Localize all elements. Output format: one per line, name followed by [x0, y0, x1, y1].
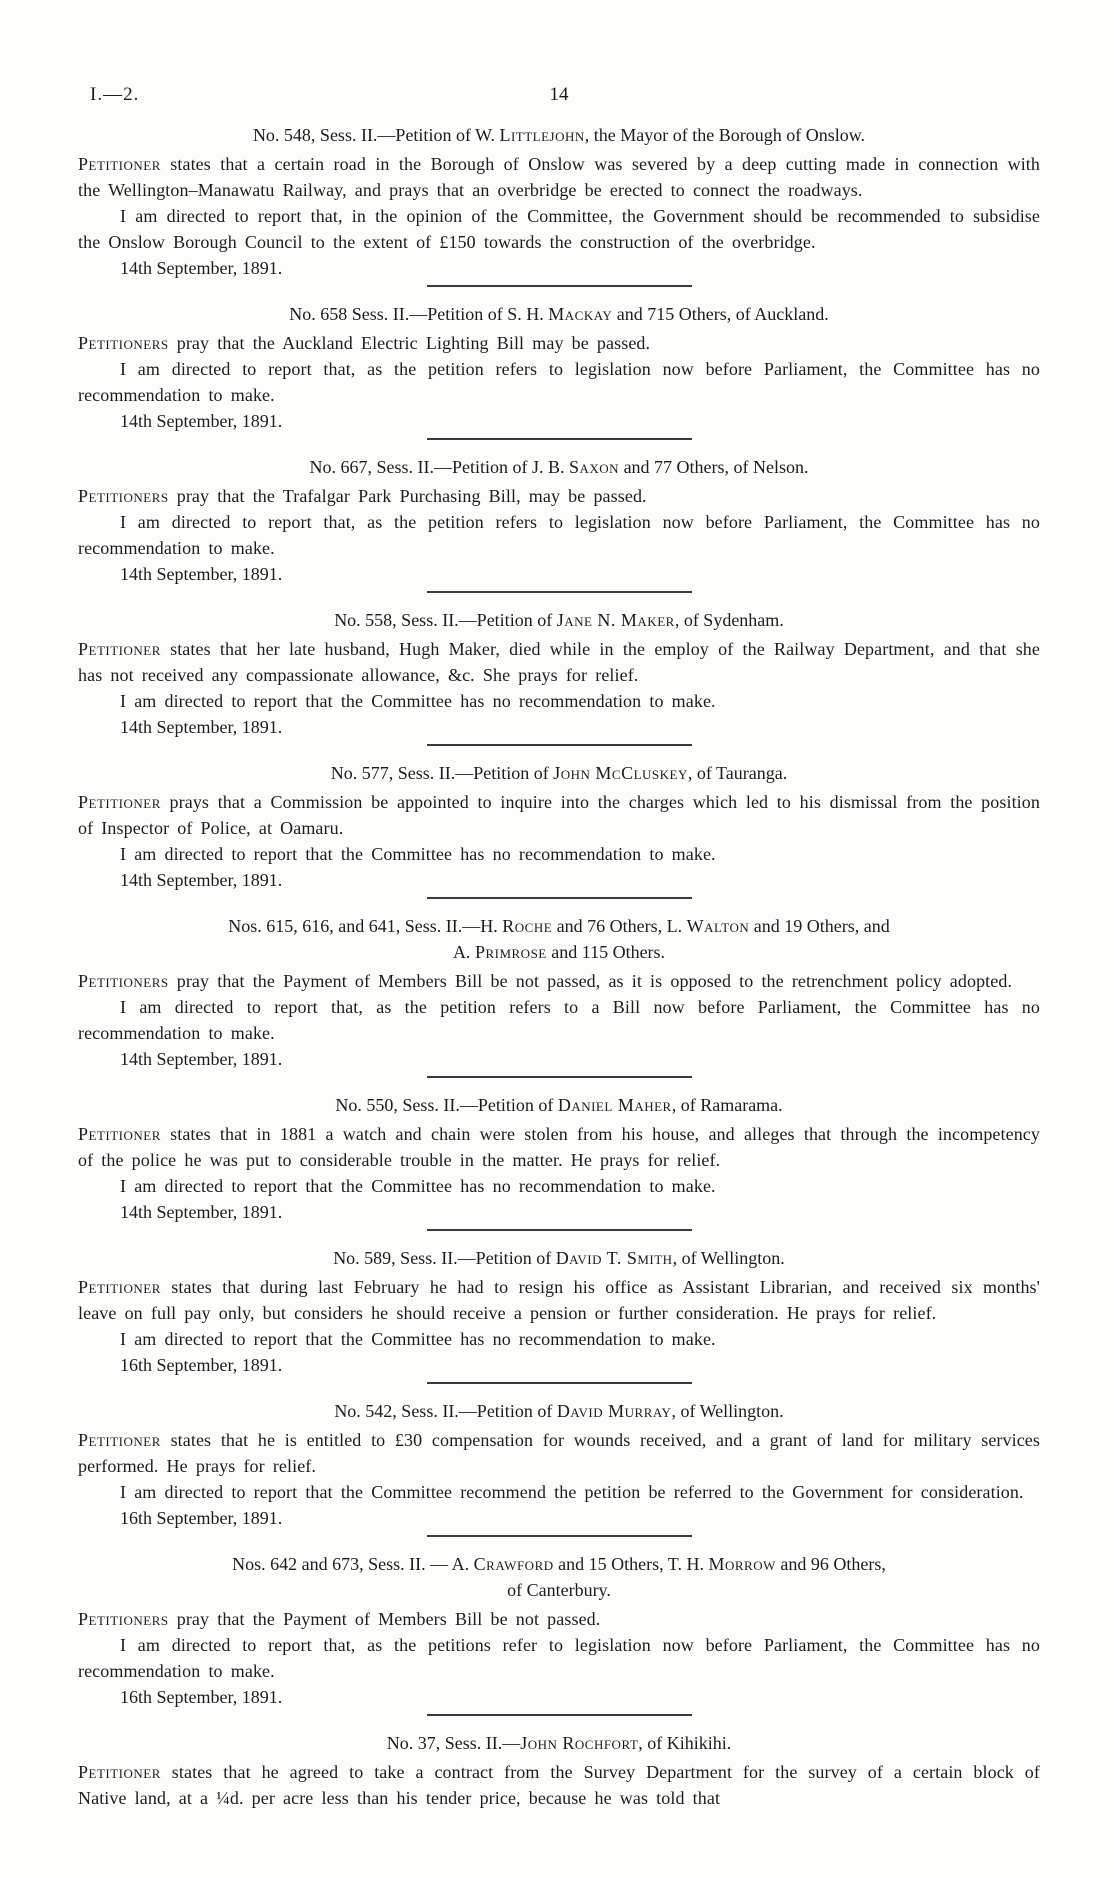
petitioner-lead: Petitioners: [78, 1609, 169, 1629]
petition-section: [78, 301, 1040, 440]
heading-text: , of Kihikihi.: [638, 1733, 732, 1753]
petition-section: [78, 1730, 1040, 1811]
report-date: 14th September, 1891.: [120, 717, 283, 737]
committee-reply: I am directed to report that, as the petition refers to a Bill now before Parliament, the Committee has no recommendation to make.: [78, 997, 1040, 1043]
petition-text: pray that the Payment of Members Bill be not passed, as it is opposed to the retrenchment policy adopted.: [176, 971, 1013, 991]
heading-text: , of Tauranga.: [687, 763, 788, 783]
section-divider: [427, 744, 692, 746]
petition-text: states that a certain road in the Borough of Onslow was severed by a deep cutting made in connection with the Wellington–Manawatu Railway, and prays that an overbridge be erected to connect the roadways.: [78, 154, 1040, 200]
heading-text: No. 37, Sess. II.—: [386, 1733, 521, 1753]
petition-statement: [78, 330, 1040, 356]
heading-text: Nos. 615, 616, and 641, Sess. II.—H.: [228, 916, 503, 936]
section-divider: [427, 897, 692, 899]
report-date: 14th September, 1891.: [120, 258, 283, 278]
heading-text: No. 577, Sess. II.—Petition of: [330, 763, 554, 783]
petitioner-name: David T. Smith: [555, 1248, 673, 1268]
section-divider: [427, 1229, 692, 1231]
petitioner-name: Daniel Maher: [557, 1095, 672, 1115]
heading-text: Nos. 642 and 673, Sess. II. — A.: [232, 1554, 474, 1574]
petitioner-name: Saxon: [568, 457, 620, 477]
petition-heading: [78, 301, 1040, 327]
heading-text: and 715 Others, of Auckland.: [612, 304, 829, 324]
petitioner-name: David Murray: [556, 1401, 672, 1421]
heading-text: and 76 Others, L.: [552, 916, 687, 936]
petition-text: pray that the Auckland Electric Lighting Bill may be passed.: [176, 333, 651, 353]
petitioner-lead: Petitioner: [78, 1762, 161, 1782]
heading-text: , the Mayor of the Borough of Onslow.: [584, 125, 866, 145]
committee-reply: I am directed to report that the Committee has no recommendation to make.: [120, 1329, 716, 1349]
heading-text: No. 548, Sess. II.—Petition of W.: [252, 125, 500, 145]
section-divider: [427, 438, 692, 440]
petition-section: [78, 1398, 1040, 1537]
committee-reply: I am directed to report that the Committee has no recommendation to make.: [120, 844, 716, 864]
heading-text: and 15 Others, T. H.: [553, 1554, 709, 1574]
petition-section: [78, 1092, 1040, 1231]
heading-text: No. 658 Sess. II.—Petition of S. H.: [289, 304, 549, 324]
section-divider: [427, 1535, 692, 1537]
report-date: 16th September, 1891.: [120, 1508, 283, 1528]
petition-section: [78, 760, 1040, 899]
petitioner-name: Littlejohn: [499, 125, 585, 145]
heading-text: and 19 Others, and: [749, 916, 890, 936]
committee-reply: I am directed to report that the Committee recommend the petition be referred to the Government for consideration.: [120, 1482, 1024, 1502]
report-date: 14th September, 1891.: [120, 411, 283, 431]
committee-reply: I am directed to report that, as the petition refers to legislation now before Parliament, the Committee has no recommendation to make.: [78, 512, 1040, 558]
heading-text: , of Ramarama.: [671, 1095, 783, 1115]
page-number: 14: [549, 84, 569, 105]
petition-text: states that in 1881 a watch and chain were stolen from his house, and alleges that through the incompetency of the police he was put to considerable trouble in the matter. He prays for relief.: [78, 1124, 1040, 1170]
petition-heading: [78, 1092, 1040, 1118]
petition-text: states that her late husband, Hugh Maker, died while in the employ of the Railway Department, and that she has not received any compassionate allowance, &c. She prays for relief.: [78, 639, 1040, 685]
petition-section: [78, 454, 1040, 593]
petition-section: [78, 1551, 1040, 1716]
committee-reply: I am directed to report that the Committee has no recommendation to make.: [120, 1176, 716, 1196]
heading-text: and 96 Others,: [775, 1554, 886, 1574]
petition-heading: [78, 122, 1040, 148]
petition-text: prays that a Commission be appointed to inquire into the charges which led to his dismissal from the position of Inspector of Police, at Oamaru.: [78, 792, 1040, 838]
section-divider: [427, 1382, 692, 1384]
heading-text: , of Wellington.: [671, 1401, 784, 1421]
petition-statement: [78, 968, 1040, 994]
petition-statement: [78, 636, 1040, 688]
section-divider: [427, 1714, 692, 1716]
section-divider: [427, 1076, 692, 1078]
petition-heading: [78, 913, 1040, 965]
petitioner-lead: Petitioner: [78, 1124, 161, 1144]
petitioner-name: John Rochfort: [520, 1733, 639, 1753]
committee-reply: I am directed to report that, as the petition refers to legislation now before Parliament, the Committee has no recommendation to make.: [78, 359, 1040, 405]
heading-text: , of Sydenham.: [674, 610, 784, 630]
petition-statement: [78, 483, 1040, 509]
report-date: 16th September, 1891.: [120, 1355, 283, 1375]
committee-reply: I am directed to report that the Committee has no recommendation to make.: [120, 691, 716, 711]
petition-section: [78, 122, 1040, 287]
petitioner-name: John McCluskey: [553, 763, 688, 783]
petition-heading: [78, 760, 1040, 786]
petitioner-lead: Petitioners: [78, 486, 169, 506]
petitioner-name: Roche: [502, 916, 553, 936]
committee-reply: I am directed to report that, in the opinion of the Committee, the Government should be recommended to subsidise the Onslow Borough Council to the extent of £150 towards the construction of the overbridge.: [78, 206, 1040, 252]
heading-text: No. 667, Sess. II.—Petition of J. B.: [309, 457, 569, 477]
petition-text: pray that the Payment of Members Bill be not passed.: [176, 1609, 601, 1629]
paper-reference: I.—2.: [90, 84, 140, 105]
report-date: 14th September, 1891.: [120, 870, 283, 890]
petitioner-name: Crawford: [473, 1554, 554, 1574]
heading-text: and 115 Others.: [546, 942, 666, 962]
report-date: 16th September, 1891.: [120, 1687, 283, 1707]
report-date: 14th September, 1891.: [120, 1049, 283, 1069]
report-date: 14th September, 1891.: [120, 1202, 283, 1222]
petition-statement: [78, 151, 1040, 203]
petition-statement: [78, 789, 1040, 841]
petitioner-name: Morrow: [708, 1554, 776, 1574]
heading-text: , of Wellington.: [672, 1248, 785, 1268]
heading-text: No. 589, Sess. II.—Petition of: [333, 1248, 556, 1268]
petition-statement: [78, 1427, 1040, 1479]
petitioner-lead: Petitioner: [78, 154, 161, 174]
petition-section: [78, 607, 1040, 746]
committee-reply: I am directed to report that, as the petitions refer to legislation now before Parliament, the Committee has no recommendation to make.: [78, 1635, 1040, 1681]
petition-statement: [78, 1759, 1040, 1811]
heading-text: No. 542, Sess. II.—Petition of: [334, 1401, 557, 1421]
petition-section: [78, 1245, 1040, 1384]
petition-section: [78, 913, 1040, 1078]
petition-heading: [78, 1398, 1040, 1424]
petitioner-name: Primrose: [474, 942, 547, 962]
heading-text: No. 558, Sess. II.—Petition of: [334, 610, 557, 630]
petition-text: states that during last February he had to resign his office as Assistant Librarian, and received six months' leave on full pay only, but considers he should receive a pension or further consideration. He prays for relief.: [78, 1277, 1040, 1323]
petitioner-lead: Petitioner: [78, 1430, 161, 1450]
petition-text: states that he is entitled to £30 compensation for wounds received, and a grant of land for military services performed. He prays for relief.: [78, 1430, 1040, 1476]
heading-text: A.: [452, 942, 475, 962]
heading-text: of Canterbury.: [507, 1580, 611, 1600]
petition-statement: [78, 1121, 1040, 1173]
report-date: 14th September, 1891.: [120, 564, 283, 584]
petition-heading: [78, 1245, 1040, 1271]
petitioner-name: Walton: [686, 916, 750, 936]
petitioner-lead: Petitioner: [78, 1277, 161, 1297]
petition-statement: [78, 1274, 1040, 1326]
petitioner-name: Mackay: [548, 304, 613, 324]
petitioner-lead: Petitioner: [78, 792, 161, 812]
petition-heading: [78, 454, 1040, 480]
petitioner-lead: Petitioners: [78, 971, 169, 991]
petition-text: states that he agreed to take a contract from the Survey Department for the survey of a certain block of Native land, at a ¼d. per acre less than his tender price, because he was told that: [78, 1762, 1040, 1808]
petitioner-name: Jane N. Maker: [556, 610, 675, 630]
page-header: [78, 82, 1040, 108]
section-divider: [427, 285, 692, 287]
heading-text: No. 550, Sess. II.—Petition of: [335, 1095, 558, 1115]
petition-statement: [78, 1606, 1040, 1632]
heading-text: and 77 Others, of Nelson.: [619, 457, 809, 477]
section-divider: [427, 591, 692, 593]
petition-heading: [78, 1730, 1040, 1756]
petition-heading: [78, 607, 1040, 633]
petition-heading: [78, 1551, 1040, 1603]
petition-text: pray that the Trafalgar Park Purchasing Bill, may be passed.: [176, 486, 647, 506]
petitioner-lead: Petitioners: [78, 333, 169, 353]
petitioner-lead: Petitioner: [78, 639, 161, 659]
